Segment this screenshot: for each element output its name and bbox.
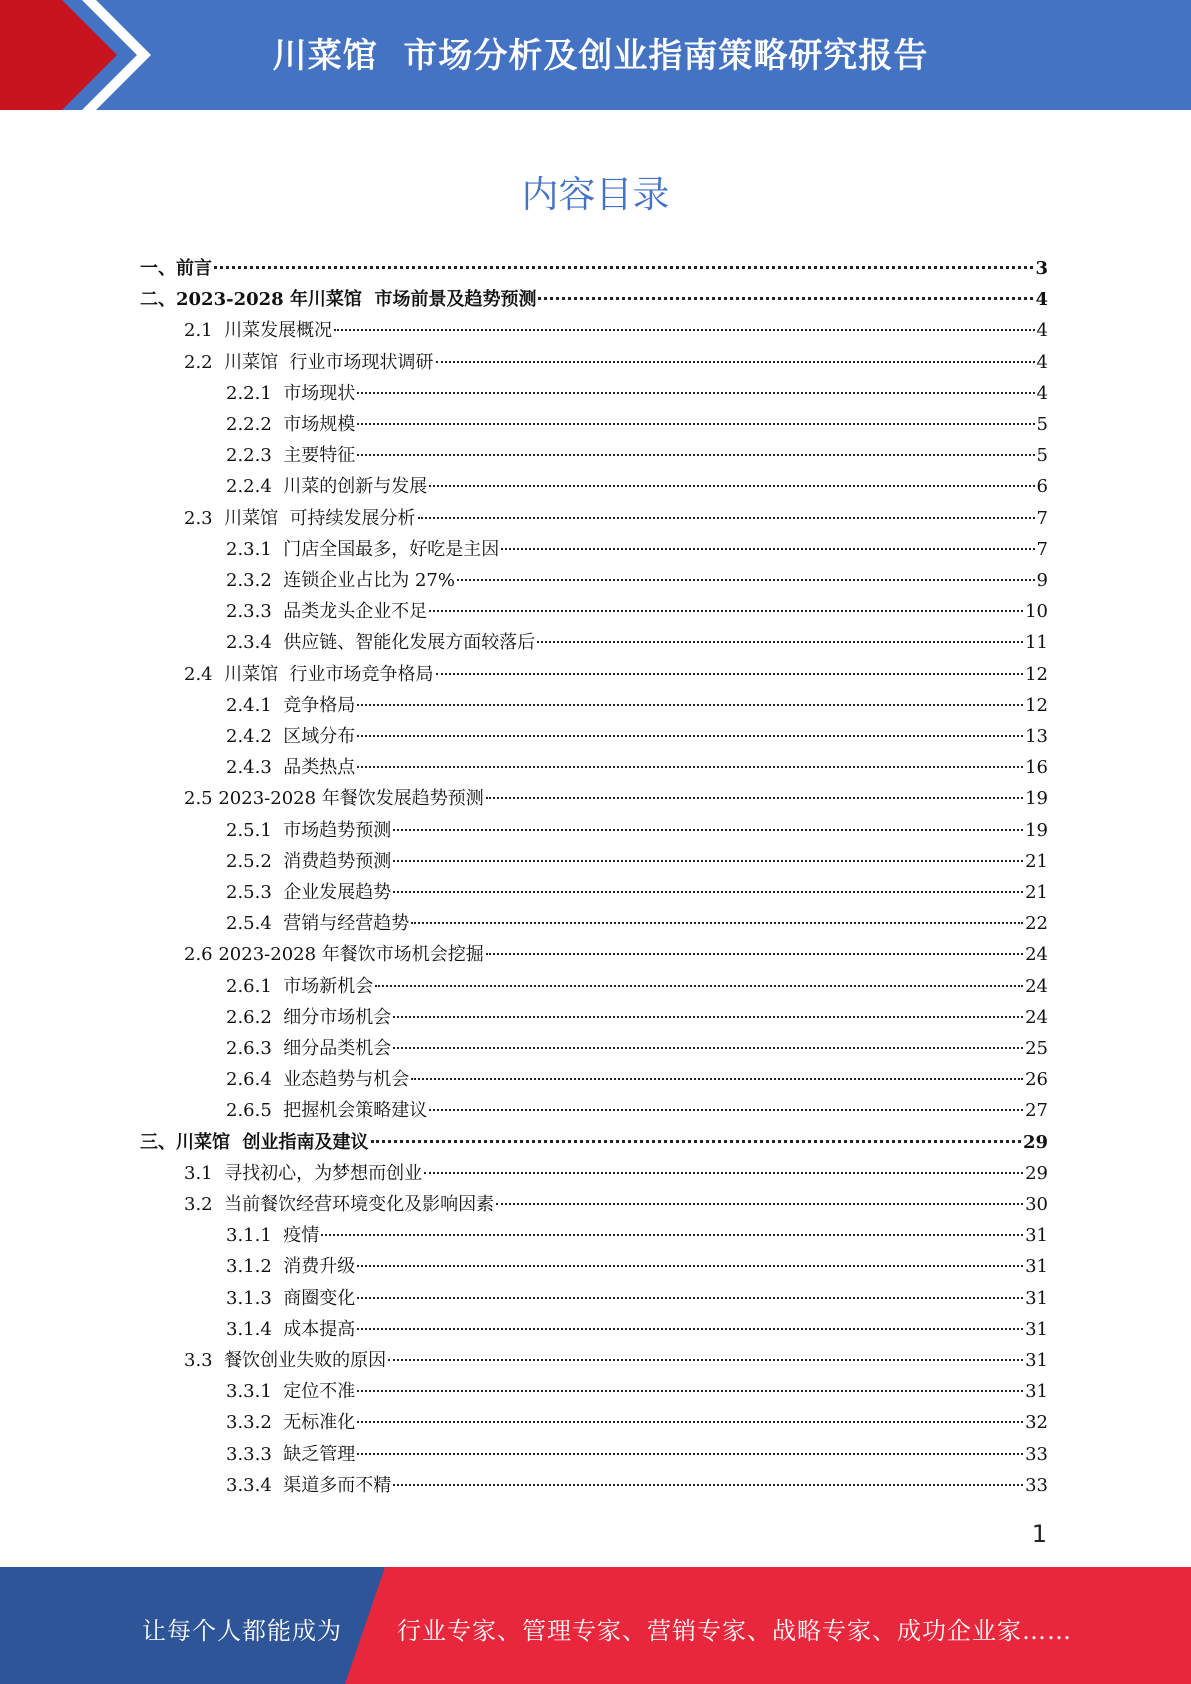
toc-dot-leader (436, 673, 1024, 675)
toc-entry-label: 2.6.4 业态趋势与机会 (226, 1069, 410, 1091)
toc-dot-leader (357, 454, 1034, 456)
toc-entry-page: 6 (1036, 476, 1048, 498)
toc-entry-label: 3.3.3 缺乏管理 (226, 1443, 356, 1465)
toc-entry-page: 31 (1025, 1350, 1048, 1371)
toc-entry-label: 3.1.1 疫情 (226, 1225, 320, 1247)
toc-entry-page: 11 (1025, 632, 1048, 654)
toc-entry[interactable] (140, 596, 1048, 627)
toc-entry[interactable] (140, 534, 1048, 565)
toc-dot-leader (436, 361, 1035, 363)
toc-dot-leader (537, 641, 1023, 643)
toc-dot-leader (357, 1421, 1023, 1423)
toc-dot-leader (429, 610, 1023, 612)
toc-entry-label: 3.3.1 定位不准 (226, 1381, 356, 1403)
toc-entry-label: 2.5 2023-2028 年餐饮发展趋势预测 (184, 788, 484, 810)
toc-entry-page: 4 (1036, 320, 1048, 342)
toc-entry[interactable] (140, 315, 1048, 346)
toc-entry-label: 3.1.4 成本提高 (226, 1318, 356, 1340)
toc-entry-page: 29 (1025, 1162, 1048, 1184)
toc-entry-label: 2.2.2 市场规模 (226, 414, 356, 435)
toc-entry[interactable] (140, 815, 1048, 846)
toc-entry[interactable] (140, 1376, 1048, 1407)
toc-entry-label: 2.3.3 品类龙头企业不足 (226, 601, 428, 623)
toc-dot-leader (393, 1484, 1023, 1486)
toc-entry-label: 2.3.4 供应链、智能化发展方面较落后 (226, 632, 536, 654)
toc-dot-leader (334, 329, 1034, 331)
toc-entry-page: 5 (1036, 414, 1048, 435)
toc-entry-label: 2.4.2 区域分布 (226, 726, 356, 747)
toc-entry-label: 2.6.1 市场新机会 (226, 975, 374, 997)
toc-entry-label: 2.6.5 把握机会策略建议 (226, 1100, 428, 1122)
toc-entry-label: 2.2 川菜馆 行业市场现状调研 (184, 351, 434, 373)
toc-entry-page: 24 (1025, 1006, 1048, 1028)
toc-entry-page: 3 (1035, 258, 1048, 279)
toc-entry-page: 7 (1036, 538, 1048, 560)
toc-entry-page: 12 (1025, 694, 1048, 716)
toc-entry[interactable] (140, 1283, 1048, 1314)
toc-entry-label: 2.4.1 竞争格局 (226, 694, 356, 716)
toc-entry[interactable] (140, 440, 1048, 471)
toc-entry-label: 2.5.1 市场趋势预测 (226, 819, 392, 841)
toc-entry[interactable] (140, 1407, 1048, 1438)
toc-dot-leader (357, 392, 1034, 394)
toc-entry-label: 2.6.2 细分市场机会 (226, 1006, 392, 1028)
toc-entry-page: 4 (1036, 382, 1048, 404)
toc-entry-page: 26 (1025, 1069, 1048, 1091)
toc-entry-page: 21 (1025, 882, 1048, 903)
toc-dot-leader (429, 485, 1034, 487)
toc-entry-label: 2.5.4 营销与经营趋势 (226, 913, 410, 935)
toc-entry-page: 22 (1025, 913, 1048, 935)
toc-dot-leader (375, 985, 1023, 987)
toc-dot-leader (393, 860, 1023, 862)
toc-entry[interactable] (140, 1095, 1048, 1126)
toc-entry-page: 19 (1025, 819, 1048, 841)
toc-entry-label: 2.4.3 品类热点 (226, 757, 356, 779)
toc-dot-leader (411, 1078, 1023, 1080)
toc-entry-page: 24 (1025, 975, 1048, 997)
toc-dot-leader (501, 548, 1034, 550)
toc-dot-leader (393, 1047, 1023, 1049)
toc-entry[interactable] (140, 471, 1048, 502)
toc-dot-leader (357, 1453, 1023, 1455)
toc-entry[interactable] (140, 1470, 1048, 1501)
toc-dot-leader (424, 1172, 1023, 1174)
toc-entry[interactable] (140, 659, 1048, 690)
toc-dot-leader (357, 1328, 1023, 1330)
toc-entry-label: 2.2.1 市场现状 (226, 382, 356, 404)
toc-heading: 内容目录 (521, 173, 670, 216)
toc-dot-leader (357, 735, 1023, 737)
toc-entry[interactable] (140, 253, 1048, 284)
footer-banner (0, 1567, 1191, 1684)
toc-entry[interactable] (140, 1002, 1048, 1033)
toc-entry[interactable] (140, 1127, 1048, 1158)
toc-entry-label: 3.3 餐饮创业失败的原因 (184, 1350, 387, 1371)
toc-entry[interactable] (140, 627, 1048, 658)
toc-entry-page: 31 (1025, 1287, 1048, 1309)
toc-entry[interactable] (140, 1158, 1048, 1189)
toc-entry-page: 4 (1036, 351, 1048, 373)
toc-entry[interactable] (140, 1220, 1048, 1251)
toc-dot-leader (411, 922, 1023, 924)
toc-dot-leader (357, 704, 1023, 706)
toc-entry-page: 25 (1025, 1038, 1048, 1059)
toc-dot-leader (538, 297, 1033, 300)
footer-slogan-right: 行业专家、管理专家、营销专家、战略专家、成功企业家…… (397, 1617, 1072, 1645)
toc-entry-page: 29 (1022, 1131, 1048, 1153)
toc-entry[interactable] (140, 565, 1048, 596)
toc-entry-page: 31 (1025, 1318, 1048, 1340)
toc-entry-page: 32 (1025, 1412, 1048, 1434)
toc-dot-leader (429, 1109, 1023, 1111)
toc-entry-page: 31 (1025, 1256, 1048, 1278)
page-number: 1 (1031, 1520, 1047, 1548)
toc-entry[interactable] (140, 752, 1048, 783)
toc-entry[interactable] (140, 1251, 1048, 1282)
toc-dot-leader (321, 1234, 1023, 1236)
toc-dot-leader (357, 1297, 1023, 1299)
toc-entry[interactable] (140, 409, 1048, 440)
toc-entry-label: 3.3.4 渠道多而不精 (226, 1474, 392, 1496)
toc-entry[interactable] (140, 503, 1048, 534)
toc-entry[interactable] (140, 1189, 1048, 1220)
toc-entry[interactable] (140, 908, 1048, 939)
footer-slogan-left: 让每个人都能成为 (142, 1617, 342, 1645)
toc-entry-page: 12 (1025, 663, 1048, 685)
toc-entry[interactable] (140, 971, 1048, 1002)
toc-dot-leader (393, 1016, 1023, 1018)
toc-entry-label: 2.6 2023-2028 年餐饮市场机会挖掘 (184, 944, 484, 966)
toc-entry-label: 2.3.1 门店全国最多，好吃是主因 (226, 538, 500, 560)
toc-entry-page: 5 (1036, 445, 1048, 467)
toc-entry-page: 9 (1036, 570, 1048, 591)
toc-entry-label: 2.3.2 连锁企业占比为 27% (226, 570, 455, 591)
toc-dot-leader (357, 423, 1034, 425)
toc-entry[interactable] (140, 783, 1048, 814)
toc-dot-leader (371, 1140, 1021, 1143)
toc-entry-label: 2.3 川菜馆 可持续发展分析 (184, 507, 416, 529)
toc-entry[interactable] (140, 721, 1048, 752)
toc-entry[interactable] (140, 1064, 1048, 1095)
toc-entry-label: 2.5.2 消费趋势预测 (226, 850, 392, 872)
toc-entry-page: 31 (1025, 1225, 1048, 1247)
toc-entry-label: 3.3.2 无标准化 (226, 1412, 356, 1434)
toc-entry-page: 24 (1025, 944, 1048, 966)
document-title: 川菜馆 市场分析及创业指南策略研究报告 (272, 36, 929, 76)
toc-entry-page: 7 (1036, 507, 1048, 529)
toc-entry-page: 13 (1025, 726, 1048, 747)
toc-dot-leader (486, 953, 1023, 955)
toc-entry-page: 19 (1025, 788, 1048, 810)
toc-entry-page: 4 (1035, 289, 1048, 311)
toc-entry-label: 2.5.3 企业发展趋势 (226, 882, 392, 903)
toc-dot-leader (393, 829, 1023, 831)
toc-entry-page: 10 (1025, 601, 1048, 623)
toc-entry[interactable] (140, 378, 1048, 409)
toc-entry-page: 21 (1025, 850, 1048, 872)
toc-entry-label: 2.2.4 川菜的创新与发展 (226, 476, 428, 498)
toc-entry-label: 2.4 川菜馆 行业市场竞争格局 (184, 663, 434, 685)
toc-entry-page: 16 (1025, 757, 1048, 779)
toc-entry-label: 2.6.3 细分品类机会 (226, 1038, 392, 1059)
toc-entry-label: 3.2 当前餐饮经营环境变化及影响因素 (184, 1194, 495, 1215)
toc-dot-leader (496, 1203, 1023, 1205)
toc-entry-label: 3.1 寻找初心，为梦想而创业 (184, 1162, 423, 1184)
toc-entry[interactable] (140, 690, 1048, 721)
toc-entry[interactable] (140, 1033, 1048, 1064)
toc-dot-leader (357, 766, 1023, 768)
toc-entry[interactable] (140, 284, 1048, 315)
toc-entry-page: 33 (1025, 1443, 1048, 1465)
toc-entry-label: 二、2023-2028 年川菜馆 市场前景及趋势预测 (140, 289, 537, 311)
toc-entry-page: 31 (1025, 1381, 1048, 1403)
toc-entry-page: 33 (1025, 1474, 1048, 1496)
toc-dot-leader (457, 579, 1035, 581)
toc-entry-page: 30 (1025, 1194, 1048, 1215)
toc-entry[interactable] (140, 1314, 1048, 1345)
header-banner (0, 0, 1191, 110)
toc-dot-leader (486, 797, 1023, 799)
toc-entry-label: 2.2.3 主要特征 (226, 445, 356, 467)
toc-dot-leader (357, 1265, 1023, 1267)
toc-entry-label: 3.1.3 商圈变化 (226, 1287, 356, 1309)
toc-entry-label: 一、前言 (140, 258, 212, 279)
toc-entry[interactable] (140, 846, 1048, 877)
toc-entry-label: 3.1.2 消费升级 (226, 1256, 356, 1278)
toc-entry[interactable] (140, 939, 1048, 970)
toc-entry-label: 2.1 川菜发展概况 (184, 320, 333, 342)
toc-dot-leader (357, 1390, 1023, 1392)
toc-dot-leader (214, 266, 1033, 269)
toc-entry-label: 三、川菜馆 创业指南及建议 (140, 1131, 369, 1153)
toc-entry[interactable] (140, 347, 1048, 378)
toc-dot-leader (388, 1359, 1023, 1361)
toc-dot-leader (418, 517, 1035, 519)
toc-dot-leader (393, 891, 1023, 893)
toc-entry[interactable] (140, 1439, 1048, 1470)
toc-entry[interactable] (140, 1345, 1048, 1376)
toc-entry-page: 27 (1025, 1100, 1048, 1122)
toc-entry[interactable] (140, 877, 1048, 908)
